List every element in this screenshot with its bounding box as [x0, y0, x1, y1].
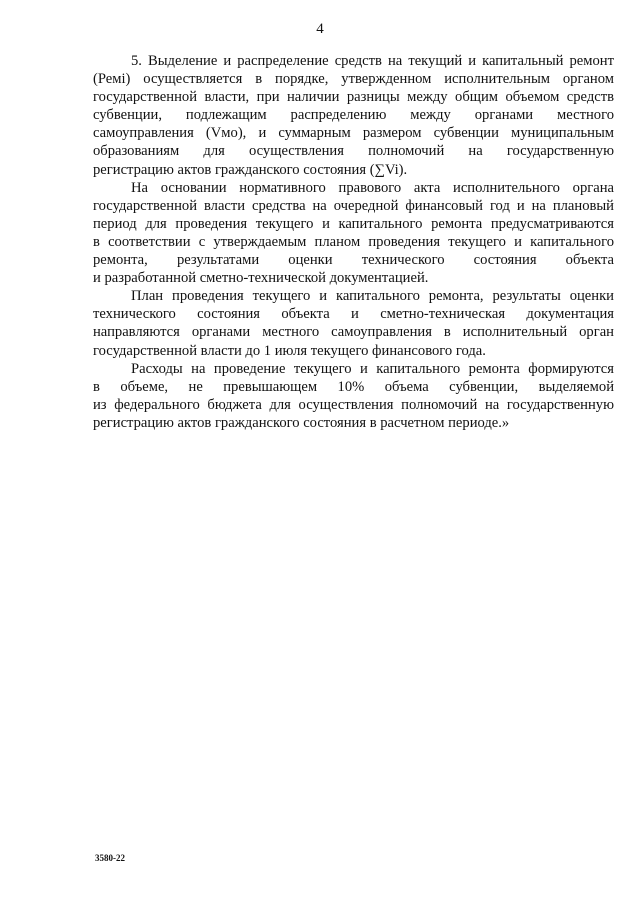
paragraph-1 — [93, 52, 614, 179]
paragraph-4 — [93, 360, 614, 432]
document-code: 3580-22 — [95, 853, 125, 863]
paragraph-line: регистрацию актов гражданского состояния (∑Vi). — [93, 161, 408, 178]
paragraph-line: субвенции, подлежащим распределению между органами местного — [93, 107, 614, 124]
paragraph-line: образованиям для осуществления полномочий на государственную — [93, 143, 614, 160]
paragraph-line: государственной власти до 1 июля текущего финансового года. — [93, 342, 486, 359]
paragraph-line: государственной власти, при наличии разницы между общим объемом средств — [93, 89, 614, 106]
paragraph-line: технического состояния объекта и сметно-техническая документация — [93, 306, 614, 323]
document-body — [93, 52, 614, 432]
paragraph-line: государственной власти средства на очередной финансовый год и на плановый — [93, 197, 614, 214]
paragraph-line: в соответствии с утверждаемым планом проведения текущего и капитального — [93, 233, 614, 250]
paragraph-line: ремонта, результатами оценки технического состояния объекта — [93, 252, 614, 269]
paragraph-line: регистрацию актов гражданского состояния в расчетном периоде.» — [93, 414, 510, 431]
paragraph-line: и разработанной сметно-технической документацией. — [93, 270, 429, 287]
paragraph-line: (Ремi) осуществляется в порядке, утвержденном исполнительным органом — [93, 71, 614, 88]
paragraph-line: из федерального бюджета для осуществления полномочий на государственную — [93, 396, 614, 413]
paragraph-line: План проведения текущего и капитального ремонта, результаты оценки — [131, 288, 614, 305]
paragraph-line: период для проведения текущего и капитального ремонта предусматриваются — [93, 215, 614, 232]
paragraph-line: направляются органами местного самоуправления в исполнительный орган — [93, 324, 614, 341]
paragraph-line: На основании нормативного правового акта исполнительного органа — [131, 179, 614, 196]
paragraph-line: Расходы на проведение текущего и капитального ремонта формируются — [131, 360, 614, 377]
paragraph-3 — [93, 287, 614, 359]
paragraph-line: самоуправления (Vмо), и суммарным размером субвенции муниципальным — [93, 125, 614, 142]
paragraph-line: в объеме, не превышающем 10% объема субвенции, выделяемой — [93, 378, 614, 395]
paragraph-2 — [93, 179, 614, 288]
page-number: 4 — [316, 21, 324, 37]
paragraph-line: 5. Выделение и распределение средств на текущий и капитальный ремонт — [131, 53, 614, 69]
